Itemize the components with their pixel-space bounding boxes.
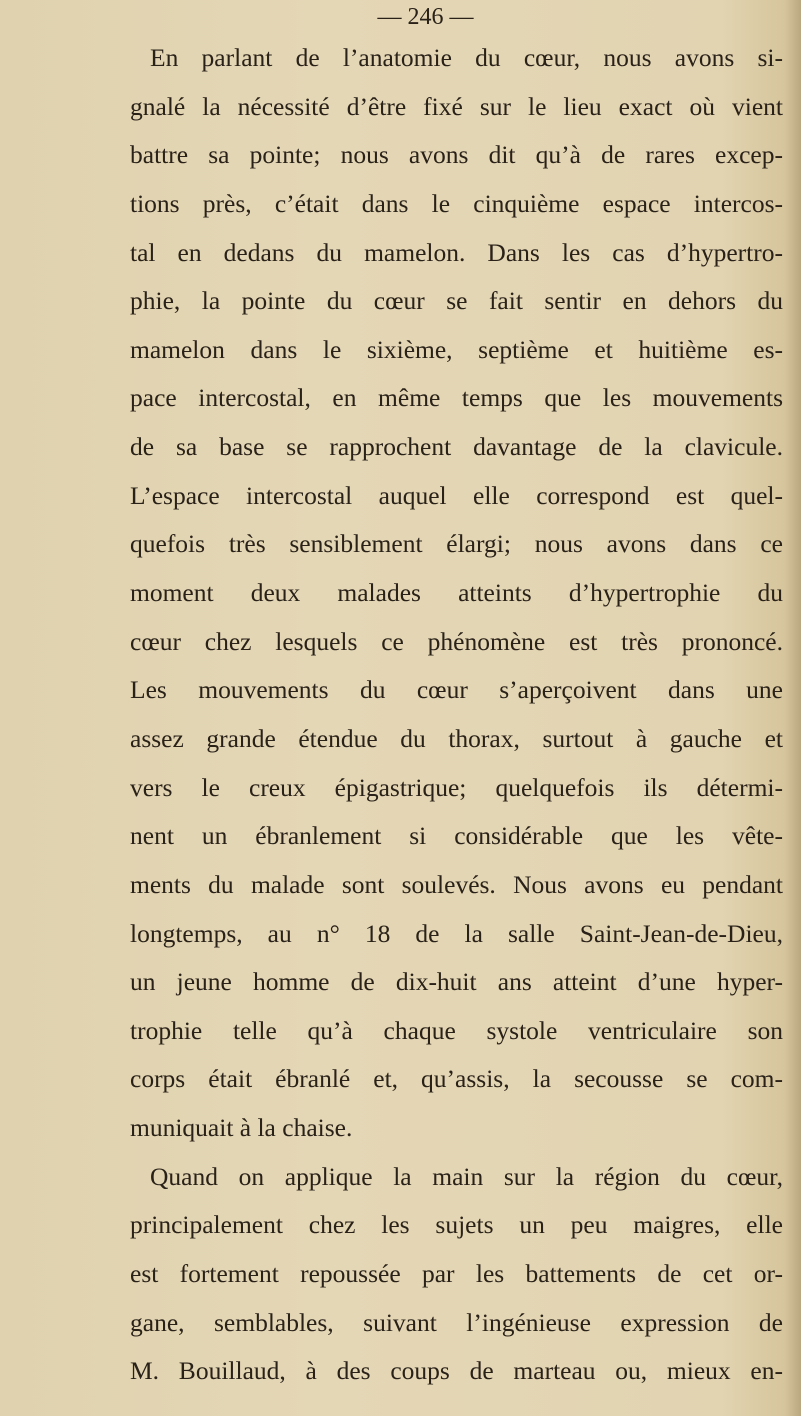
- text-line: phie, la pointe du cœur se fait sentir en dehors du: [130, 286, 783, 316]
- text-line: gane, semblables, suivant l’ingénieuse expression de: [130, 1307, 783, 1337]
- text-line: gnalé la nécessité d’être fixé sur le lieu exact où vient: [130, 91, 783, 121]
- text-line: tal en dedans du mamelon. Dans les cas d’hypertro-: [130, 237, 783, 267]
- text-line: ments du malade sont soulevés. Nous avons eu pendant: [130, 869, 783, 899]
- text-line: longtemps, au n° 18 de la salle Saint-Jean-de-Dieu,: [130, 918, 783, 948]
- text-line: corps était ébranlé et, qu’assis, la secousse se com-: [130, 1064, 783, 1094]
- text-line: tions près, c’était dans le cinquième espace intercos-: [130, 188, 783, 218]
- body-text: [130, 40, 783, 1402]
- text-line: quefois très sensiblement élargi; nous avons dans ce: [130, 529, 783, 559]
- text-line: M. Bouillaud, à des coups de marteau ou, mieux en-: [130, 1356, 783, 1386]
- text-line: est fortement repoussée par les battements de cet or-: [130, 1259, 783, 1289]
- text-line: L’espace intercostal auquel elle correspond est quel-: [130, 480, 783, 510]
- text-line: cœur chez lesquels ce phénomène est très prononcé.: [130, 626, 783, 656]
- text-line: nent un ébranlement si considérable que les vête-: [130, 821, 783, 851]
- text-line: mamelon dans le sixième, septième et huitième es-: [130, 334, 783, 364]
- text-line: Les mouvements du cœur s’aperçoivent dans une: [130, 675, 783, 705]
- text-line: battre sa pointe; nous avons dit qu’à de rares excep-: [130, 140, 783, 170]
- text-line: muniquait à la chaise.: [130, 1113, 353, 1143]
- text-line: un jeune homme de dix-huit ans atteint d’une hyper-: [130, 967, 783, 997]
- text-line: pace intercostal, en même temps que les mouvements: [130, 383, 783, 413]
- page-number: — 246 —: [377, 4, 474, 30]
- text-line: vers le creux épigastrique; quelquefois ils détermi-: [130, 772, 783, 802]
- text-line: En parlant de l’anatomie du cœur, nous avons si-: [150, 43, 783, 72]
- text-line: assez grande étendue du thorax, surtout à gauche et: [130, 723, 783, 753]
- text-line: moment deux malades atteints d’hypertrophie du: [130, 578, 783, 608]
- text-line: principalement chez les sujets un peu maigres, elle: [130, 1210, 783, 1240]
- text-line: Quand on applique la main sur la région du cœur,: [150, 1161, 783, 1191]
- text-line: de sa base se rapprochent davantage de la clavicule.: [130, 432, 783, 462]
- text-line: trophie telle qu’à chaque systole ventriculaire son: [130, 1015, 783, 1045]
